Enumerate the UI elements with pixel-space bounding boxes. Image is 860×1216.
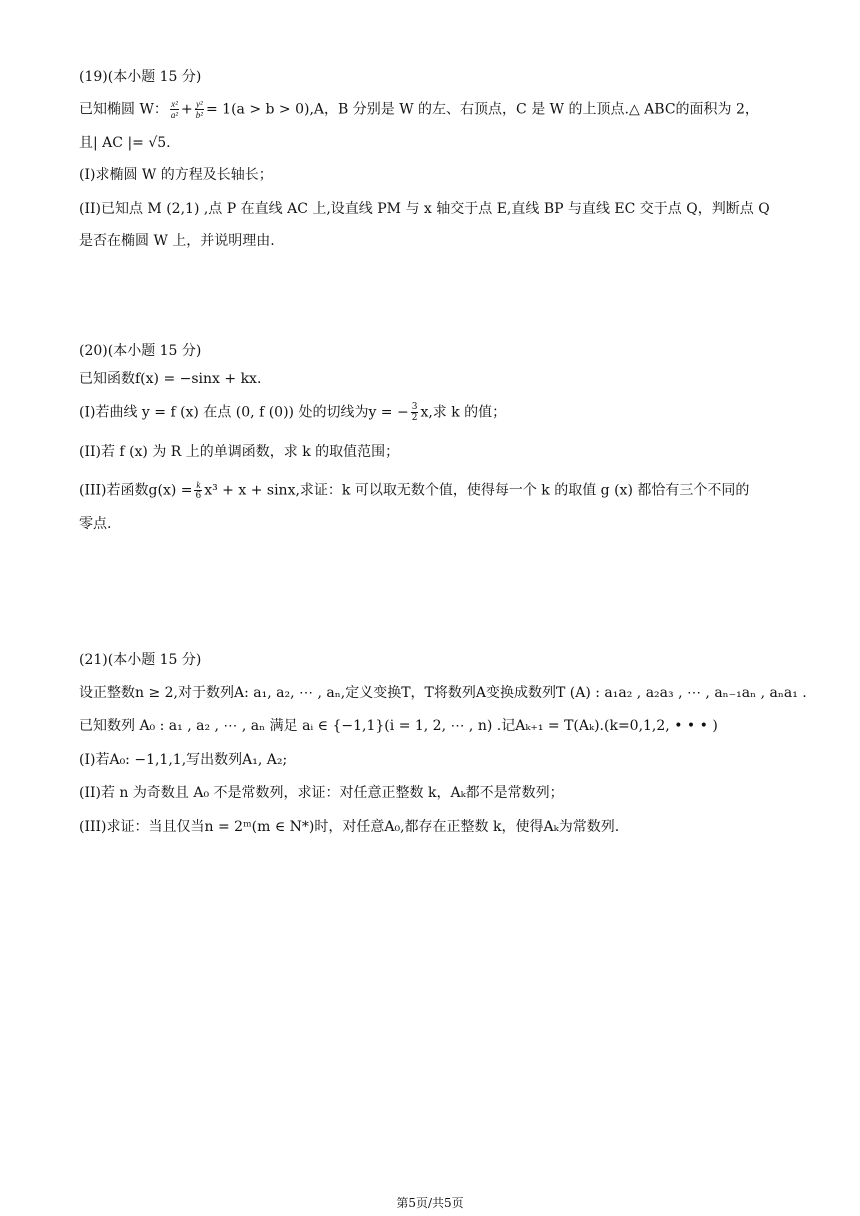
q19-part-2-cont: 是否在椭圆 W 上，并说明理由. (79, 233, 275, 249)
q20-part-2: (II)若 f (x) 为 R 上的单调函数，求 k 的取值范围； (79, 444, 400, 460)
q21-part-2: (II)若 n 为奇数且 A₀ 不是常数列，求证：对任意正整数 k，Aₖ都不是常数列； (79, 785, 564, 801)
q19-intro-text: 已知椭圆 W： (79, 101, 168, 118)
q21-part-1: (I)若A₀: −1,1,1,写出数列A₁, A₂; (79, 752, 288, 768)
q19-part-1: (I)求椭圆 W 的方程及长轴长； (79, 167, 273, 183)
q20-header: (20)(本小题 15 分) (79, 343, 202, 359)
q21-line-2: 已知数列 A₀ : a₁ , a₂ , ⋯ , aₙ 满足 aᵢ ∈ {−1,1}(i = 1, 2, ⋯ , n) .记Aₖ₊₁ = T(Aₖ).(k=0,1,2, • • • ) (79, 718, 718, 734)
q20-line-1: 已知函数f(x) = −sinx + kx. (79, 371, 262, 387)
fraction-x2-a2: $\frac{\text{x²}}{\text{a²}}$ (170, 99, 179, 120)
q19-part-2: (II)已知点 M (2,1) ,点 P 在直线 AC 上,设直线 PM 与 x 轴交于点 E,直线 BP 与直线 EC 交于点 Q，判断点 Q (79, 201, 770, 217)
q21-header: (21)(本小题 15 分) (79, 652, 202, 668)
q19-line-1: 已知椭圆 W： $\frac{\text{x²}}{\text{a²}}$ + $\frac{\text{y²}}{\text{b²}}$ = 1(a > b > 0),A，B 分别是 W 的左、右顶点，C 是 W 的上顶点.△ ABC的面积为 2， (79, 99, 759, 120)
q21-part-3: (III)求证：当且仅当n = 2ᵐ(m ∈ N*)时，对任意A₀,都存在正整数 k，使得Aₖ为常数列. (79, 819, 620, 835)
q19-ellipse-condition: = 1(a > b > 0),A，B 分别是 W 的左、右顶点，C 是 W 的上顶点.△ ABC的面积为 2， (205, 101, 759, 118)
q21-line-1: 设正整数n ≥ 2,对于数列A: a₁, a₂, ⋯ , aₙ,定义变换T，T将数列A变换成数列T (A) : a₁a₂ , a₂a₃ , ⋯ , aₙ₋₁aₙ , aₙa₁ . (79, 685, 807, 701)
page-footer: 第5页/共5页 (396, 1196, 464, 1210)
q20-part-1: (I)若曲线 y = f (x) 在点 (0, f (0)) 处的切线为y = − $\frac{3}{2}$ x,求 k 的值； (79, 402, 507, 423)
fraction-k-6: $\frac{k}{6}$ (195, 480, 202, 501)
q20-part-3-cont: 零点. (79, 516, 112, 532)
fraction-y2-b2: $\frac{\text{y²}}{\text{b²}}$ (195, 99, 203, 120)
q19-line-2: 且| AC |= √5. (79, 135, 171, 151)
q19-header: (19)(本小题 15 分) (79, 69, 202, 85)
fraction-3-2: $\frac{3}{2}$ (411, 402, 418, 423)
q20-part-3: (III)若函数g(x) = $\frac{k}{6}$ x³ + x + sinx,求证：k 可以取无数个值，使得每一个 k 的取值 g (x) 都恰有三个不同的 (79, 480, 750, 501)
